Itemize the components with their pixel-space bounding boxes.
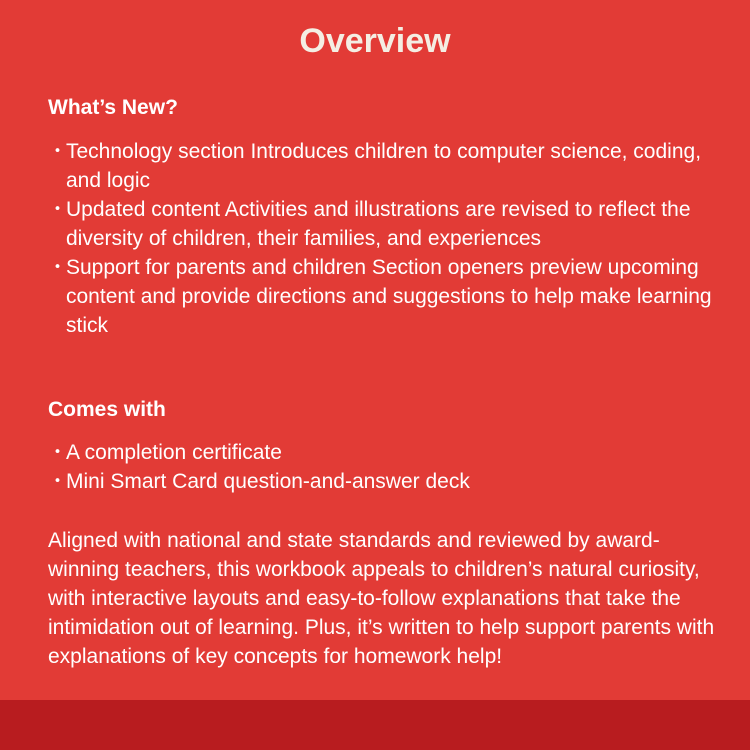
bullet-icon: ・ [47, 441, 68, 464]
whats-new-heading: What’s New? [48, 96, 178, 119]
list-item-text: Technology section Introduces children to computer science, coding, and logic [66, 140, 702, 192]
list-item-text: Support for parents and children Section openers preview upcoming content and provide directions and suggestions to help make learning stick [66, 256, 712, 337]
bullet-icon: ・ [47, 198, 68, 221]
description-paragraph: Aligned with national and state standards and reviewed by award-winning teachers, this workbook appeals to children’s natural curiosity, with interactive layouts and easy-to-follow explanations that take the intimidation out of learning. Plus, it’s written to help support parents with explanations of key concepts for homework help! [48, 529, 715, 668]
comes-with-heading: Comes with [48, 398, 166, 421]
list-item-text: Updated content Activities and illustrations are revised to reflect the diversity of children, their families, and experiences [66, 198, 691, 250]
bullet-icon: ・ [47, 256, 68, 279]
list-item [45, 253, 725, 340]
page-title: Overview [299, 22, 451, 60]
bullet-icon: ・ [47, 470, 68, 493]
list-item-text: Mini Smart Card question-and-answer deck [66, 470, 470, 493]
list-item [45, 438, 725, 467]
whats-new-list [45, 137, 725, 340]
comes-with-list [45, 438, 725, 496]
bullet-icon: ・ [47, 140, 68, 163]
list-item [45, 137, 725, 195]
footer-band [0, 700, 750, 750]
list-item [45, 467, 725, 496]
list-item [45, 195, 725, 253]
list-item-text: A completion certificate [66, 441, 282, 464]
